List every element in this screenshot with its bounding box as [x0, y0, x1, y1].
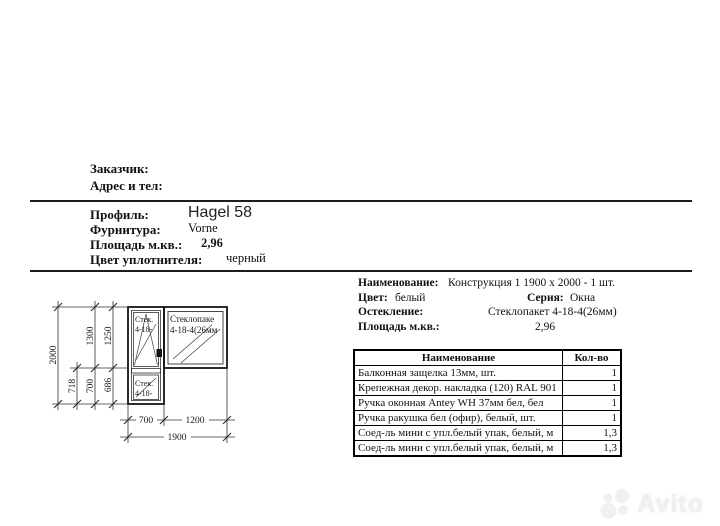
- avito-watermark: [599, 488, 704, 520]
- construction-block: [358, 277, 658, 337]
- profile-row: [90, 204, 253, 222]
- dim-686: 686: [104, 377, 114, 393]
- color-value: белый: [395, 292, 426, 304]
- part-name-cell: Ручка оконная Antey WH 37мм бел, бел: [354, 396, 563, 411]
- customer-label: Заказчик:: [90, 161, 149, 176]
- construction-name-value: Конструкция 1 1900 x 2000 - 1 шт.: [448, 277, 615, 289]
- construction-area-row: [358, 321, 556, 335]
- part-qty-cell: 1: [563, 366, 622, 381]
- area-row: [90, 236, 223, 252]
- area-value: 2,96: [201, 236, 223, 250]
- door-lower-glass-label-1: Стек.: [135, 379, 154, 388]
- glazing-row: [358, 306, 617, 320]
- construction-area-value: 2,96: [535, 321, 556, 333]
- construction-name-label: Наименование:: [358, 277, 439, 289]
- avito-watermark-text: Avito: [637, 489, 704, 518]
- part-qty-cell: 1: [563, 411, 622, 426]
- address-label: Адрес и тел:: [90, 178, 163, 193]
- divider-middle: [30, 270, 692, 272]
- dim-1300: 1300: [86, 326, 96, 346]
- hardware-row: [90, 221, 218, 237]
- profile-label: Профиль:: [90, 207, 149, 222]
- table-row: [354, 411, 621, 426]
- part-name-cell: Ручка ракушка бел (офир), белый, шт.: [354, 411, 563, 426]
- glazing-label: Остекление:: [358, 306, 424, 318]
- divider-top: [30, 200, 692, 202]
- part-qty-cell: 1: [563, 396, 622, 411]
- dim-1250: 1250: [104, 326, 114, 346]
- series-value: Окна: [570, 292, 596, 304]
- dim-718: 718: [68, 378, 78, 394]
- dim-700-left: 700: [86, 378, 96, 394]
- area-label: Площадь м.кв.:: [90, 237, 183, 252]
- profile-value: Hagel 58: [188, 204, 253, 221]
- color-label: Цвет:: [358, 292, 388, 304]
- parts-table: [353, 349, 622, 457]
- window-drawing: [40, 276, 240, 466]
- parts-table-header-row: [354, 350, 621, 366]
- table-row: [354, 381, 621, 396]
- parts-qty-header: Кол-во: [563, 350, 622, 366]
- door-upper-glass-label-2: 4-18-: [135, 325, 153, 334]
- table-row: [354, 396, 621, 411]
- hardware-label: Фурнитура:: [90, 222, 161, 237]
- window-glass-label-1: Стеклопаке: [170, 314, 215, 324]
- part-qty-cell: 1: [563, 381, 622, 396]
- dim-total-width: 1900: [167, 433, 187, 443]
- construction-area-label: Площадь м.кв.:: [358, 321, 440, 333]
- door-upper-glass-label-1: Стек.: [135, 315, 154, 324]
- profile-block: [90, 206, 350, 270]
- construction-name-row: [358, 277, 615, 291]
- customer-block: [90, 160, 163, 194]
- table-row: [354, 441, 621, 457]
- avito-logo-icon: [599, 488, 633, 520]
- series-label: Серия:: [527, 292, 564, 304]
- glazing-value: Стеклопакет 4-18-4(26мм): [488, 306, 617, 318]
- part-qty-cell: 1,3: [563, 426, 622, 441]
- part-name-cell: Соед-ль мини с упл.белый упак, белый, м: [354, 441, 563, 457]
- part-qty-cell: 1,3: [563, 441, 622, 457]
- door-mid-rail: [132, 369, 161, 374]
- seal-color-value: черный: [226, 251, 266, 265]
- door-handle-icon: [157, 349, 163, 357]
- dim-window-width: 1200: [185, 416, 205, 426]
- parts-name-header: Наименование: [354, 350, 563, 366]
- part-name-cell: Балконная защелка 13мм, шт.: [354, 366, 563, 381]
- hardware-value: Vorne: [188, 221, 218, 235]
- door-lower-glass-label-2: 4-18-: [135, 389, 153, 398]
- part-name-cell: Крепежная декор. накладка (120) RAL 901: [354, 381, 563, 396]
- color-series-row: [358, 292, 596, 306]
- dim-door-width: 700: [138, 416, 154, 426]
- table-row: [354, 366, 621, 381]
- seal-color-row: [90, 251, 266, 267]
- part-name-cell: Соед-ль мини с упл.белый упак, белый, м: [354, 426, 563, 441]
- dim-total-height: 2000: [49, 345, 59, 365]
- window-glass-label-2: 4-18-4(26мм: [170, 325, 218, 335]
- seal-color-label: Цвет уплотнителя:: [90, 252, 203, 267]
- table-row: [354, 426, 621, 441]
